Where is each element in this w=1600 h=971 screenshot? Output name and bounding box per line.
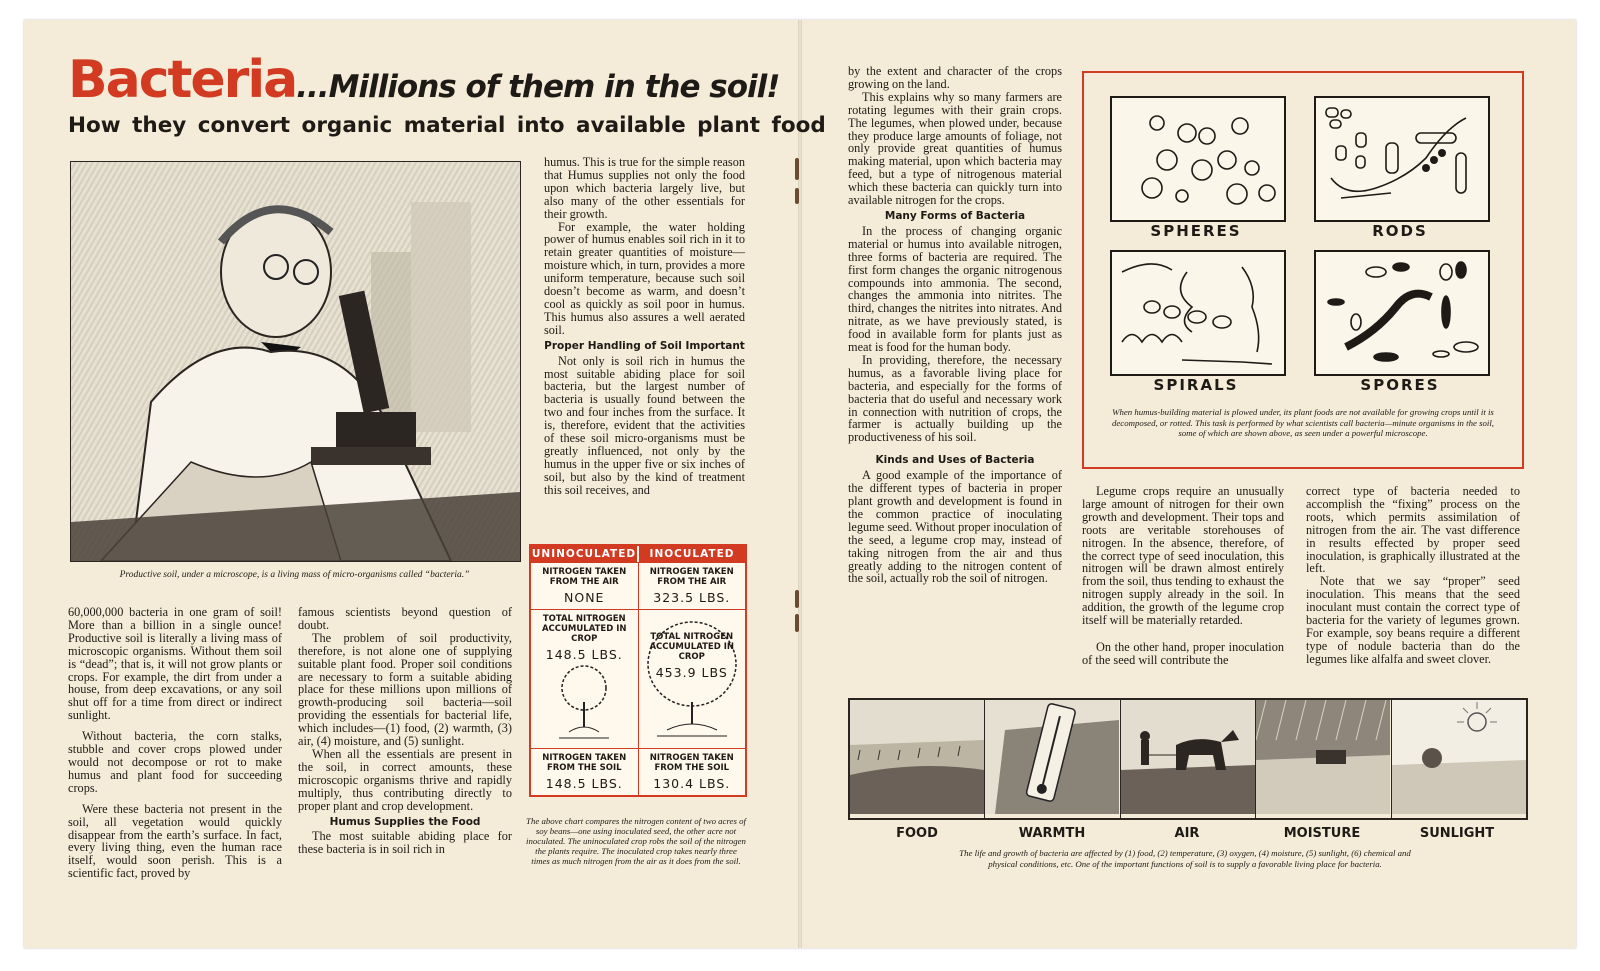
essentials-illustration-strip: [848, 698, 1528, 820]
cell-label: TOTAL NITROGEN ACCUMULATED IN CROP: [541, 614, 627, 644]
col3-paragraph: For example, the water holding power of humus enables soil rich in it to retain greater quantities of moisture—moisture which, in turn, provides a more uniform temperature, because such soil doesn’t become as warm, and doesn’t cool as quickly as soil poor in humus. This humus also assures a well aerated soil.: [544, 219, 745, 337]
bacteria-forms-caption: When humus-building material is plowed under, its plant foods are not available for growing crops until it is decomposed, or rotted. This task is performed by what scientists call bacteria—minute organisms in the soil, some of which are shown above, as seen under a powerful microscope.: [1112, 407, 1494, 438]
small-plant-icon: [549, 662, 619, 740]
spores-drawing: [1316, 252, 1488, 374]
spheres-tile: [1110, 96, 1286, 222]
warmth-label: WARMTH: [1018, 826, 1086, 841]
rods-drawing: [1316, 98, 1488, 220]
col4-paragraph: by the extent and character of the crops growing on the land.: [848, 64, 1062, 91]
col1-paragraph: 60,000,000 bacteria in one gram of soil! More than a billion in a single ounce! Productive soil is literally a living mass of microscopic organisms. Without them soil is “dead”; that is, it will not grow plants or crops. For example, the dirt from under a house, from deep excavations, or any soil shut off for a time from direct or indirect sunlight.: [68, 605, 282, 723]
col4-paragraph: This explains why so many farmers are rotating legumes with their grain crops. The legumes, when plowed under, because they produce large amounts of foliage, not only provide great quantities of humus making material, upon which bacteria may feed, but a type of nitrogenous material which these bacteria can quickly turn into available nitrogen for the crops.: [848, 89, 1062, 208]
page-title: [68, 50, 780, 110]
chart-cell: [531, 749, 638, 795]
column-5: [1082, 485, 1284, 667]
title-bacteria: Bacteria: [68, 50, 297, 110]
chart-cell: [638, 749, 746, 795]
moisture-label: MOISTURE: [1283, 826, 1361, 841]
chart-cell: [638, 563, 746, 609]
chart-cell: [531, 610, 638, 748]
cell-label: TOTAL NITROGEN ACCUMULATED IN CROP: [649, 632, 735, 662]
nitrogen-comparison-chart: [529, 544, 747, 797]
scientist-drawing: [71, 162, 520, 561]
spheres-label: SPHERES: [1150, 222, 1242, 240]
chart-cell: [638, 610, 746, 748]
uninoculated-header: UNINOCULATED: [531, 548, 637, 560]
chart-row-soil: [531, 748, 745, 795]
cell-label: NITROGEN TAKEN FROM THE SOIL: [542, 753, 627, 773]
food-panel: [850, 700, 985, 818]
column-3: [544, 156, 745, 497]
chart-row-total: [531, 609, 745, 748]
cell-value: 148.5 LBS.: [545, 776, 623, 791]
staple-mark: [795, 614, 799, 632]
column-1: [68, 606, 282, 880]
bacteria-forms-panel: [1082, 71, 1524, 469]
chart-header: [531, 546, 745, 562]
title-tagline: ...Millions of them in the soil!: [296, 69, 780, 105]
col6-paragraph: Note that we say “proper” seed inoculation. This means that the seed inoculant must contain the correct type of bacteria for the variety of legumes grown. For example, soy beans require a different type of nodule bacteria than do the legumes like alfalfa and sweet clover.: [1306, 574, 1520, 666]
sunlight-panel: [1392, 700, 1526, 818]
cell-value: NONE: [564, 590, 605, 605]
col1-paragraph: Without bacteria, the corn stalks, stubble and cover crops plowed under would not decompose or rot to make humus and plant food for succeeding crops.: [68, 729, 282, 795]
chart-cell: [531, 563, 638, 609]
spirals-tile: [1110, 250, 1286, 376]
air-panel: [1121, 700, 1256, 818]
column-4: [848, 65, 1062, 585]
moisture-panel: [1256, 700, 1391, 818]
column-6: [1306, 485, 1520, 666]
col2-paragraph: The most suitable abiding place for these bacteria is in soil rich in: [298, 829, 512, 857]
cell-value: 148.5 LBS.: [545, 647, 623, 662]
page-subtitle: How they convert organic material into available plant food: [68, 113, 826, 138]
staple-mark: [795, 590, 799, 608]
inoculated-header: INOCULATED: [637, 546, 745, 562]
cell-label: NITROGEN TAKEN FROM THE AIR: [542, 567, 627, 587]
spores-tile: [1314, 250, 1490, 376]
chart-caption: The above chart compares the nitrogen content of two acres of soy beans—one using inoculated seed, the other acre not inoculated. The uninoculated crop robs the soil of the nitrogen the plants require. The inoculated crop takes nearly three times as much nitrogen from the air as it does from the soil.: [526, 816, 746, 866]
scientist-microscope-illustration: [70, 161, 521, 562]
plowing-horses-drawing: [1121, 700, 1255, 814]
cell-value: 130.4 LBS.: [653, 776, 731, 791]
col4-paragraph: A good example of the importance of the different types of bacteria in proper plant growth and development is found in the common practice of inoculating legume seed. Without proper inoculation of the seed, a legume crop may, instead of taking nitrogen from the air and thus greatly adding to the nitrogen content of the soil, actually rob the soil of nitrogen.: [848, 468, 1062, 586]
cell-value: 453.9 LBS: [655, 665, 728, 680]
col4-heading: Many Forms of Bacteria: [884, 209, 1026, 222]
col3-paragraph: humus. This is true for the simple reason that Humus supplies not only the food upon which bacteria largely live, but also many of the other essentials for their growth.: [544, 155, 745, 221]
rain-drawing: [1256, 700, 1390, 814]
essentials-caption: The life and growth of bacteria are affected by (1) food, (2) temperature, (3) oxygen, (4) moisture, (5) sunlight, (6) chemical and physical conditions, etc. One of the important functions of soil is to supply a favorable living place for bacteria.: [959, 848, 1411, 869]
col1-paragraph: Were these bacteria not present in the soil, all vegetation would quickly disappear from the earth’s surface. In fact, every living thing, even the human race itself, would soon perish. This is a scientific fact, proved by: [68, 801, 282, 881]
sunlight-label: SUNLIGHT: [1419, 826, 1495, 841]
staple-mark: [795, 158, 799, 180]
col2-heading: Humus Supplies the Food: [329, 815, 481, 828]
cell-value: 323.5 LBS.: [653, 590, 731, 605]
col3-paragraph: Not only is soil rich in humus the most suitable abiding place for soil bacteria, but the largest number of bacteria is usually found between the two and four inches from the surface. It is, therefore, evident that the activities of these soil micro-organisms must be greatly influenced, not only by the humus in the upper five or six inches of soil, but also by the kind of treatment this soil receives, and: [544, 353, 745, 497]
warmth-panel: [985, 700, 1120, 818]
col2-paragraph: famous scientists beyond question of doubt.: [298, 605, 512, 632]
col2-paragraph: The problem of soil productivity, therefore, is not alone one of supplying suitable plant food. Proper soil conditions are necessary to form a suitable abiding place for these millions upon millions of growth-producing soil bacteria—soil providing the essentials for bacterial life, which includes—(1) food, (2) warmth, (3) air, (4) moisture, and (5) sunlight.: [298, 630, 512, 749]
sun-icon: [1392, 700, 1526, 814]
rods-label: RODS: [1372, 222, 1428, 240]
col4-paragraph: In providing, therefore, the necessary humus, as a favorable living place for bacteria, and especially for the forms of bacteria that do useful and necessary work in connection with nutrition of crops, the farmer is actually building up the productiveness of his soil.: [848, 352, 1062, 445]
col2-paragraph: When all the essentials are present in the soil, in correct amounts, these microscopic organisms thrive and rapidly multiply, thus contributing directly to proper plant and crop development.: [298, 746, 512, 813]
air-label: AIR: [1174, 826, 1200, 841]
illustration-caption: Productive soil, under a microscope, is a living mass of micro-organisms called “bacteria.”: [119, 570, 470, 580]
spores-label: SPORES: [1360, 376, 1440, 394]
chart-row-air: [531, 562, 745, 609]
spirals-drawing: [1112, 252, 1284, 374]
food-label: FOOD: [896, 826, 938, 841]
col3-heading: Proper Handling of Soil Important: [544, 339, 745, 352]
staple-mark: [795, 188, 799, 204]
col5-paragraph: On the other hand, proper inoculation of the seed will contribute the: [1082, 639, 1284, 667]
cell-label: NITROGEN TAKEN FROM THE AIR: [649, 567, 734, 587]
column-2: [298, 606, 512, 856]
col5-paragraph: Legume crops require an unusually large amount of nitrogen for their own growth and development. Their tops and roots are veritable storehouses of nitrogen. In the absence, therefore, of the correct type of seed inoculation, this nitrogen will be drawn almost entirely from the soil, thus tending to exhaust the nitrogen supply already in the soil. In addition, the growth of the legume crop itself will be materially retarded.: [1082, 484, 1284, 628]
spheres-drawing: [1112, 98, 1284, 220]
col6-paragraph: correct type of bacteria needed to accomplish the “fixing” process on the roots, which permits assimilation of nitrogen from the air. The vast difference in results effected by proper seed inoculation, is graphically illustrated at the left.: [1306, 484, 1520, 576]
thermometer-icon: [985, 700, 1119, 814]
col4-paragraph: In the process of changing organic material or humus into available nitrogen, three forms of bacteria are required. The first form changes the organic nitrogenous compounds into ammonia. The second, changes the ammonia into nitrites. The third, changes the nitrites into nitrates. And nitrate, as we have previously stated, is food in available form for plants just as meat is food for the human body.: [848, 223, 1062, 355]
rods-tile: [1314, 96, 1490, 222]
spirals-label: SPIRALS: [1153, 376, 1239, 394]
cell-label: NITROGEN TAKEN FROM THE SOIL: [649, 753, 734, 773]
col4-heading: Kinds and Uses of Bacteria: [875, 454, 1035, 467]
food-field-drawing: [850, 700, 984, 814]
